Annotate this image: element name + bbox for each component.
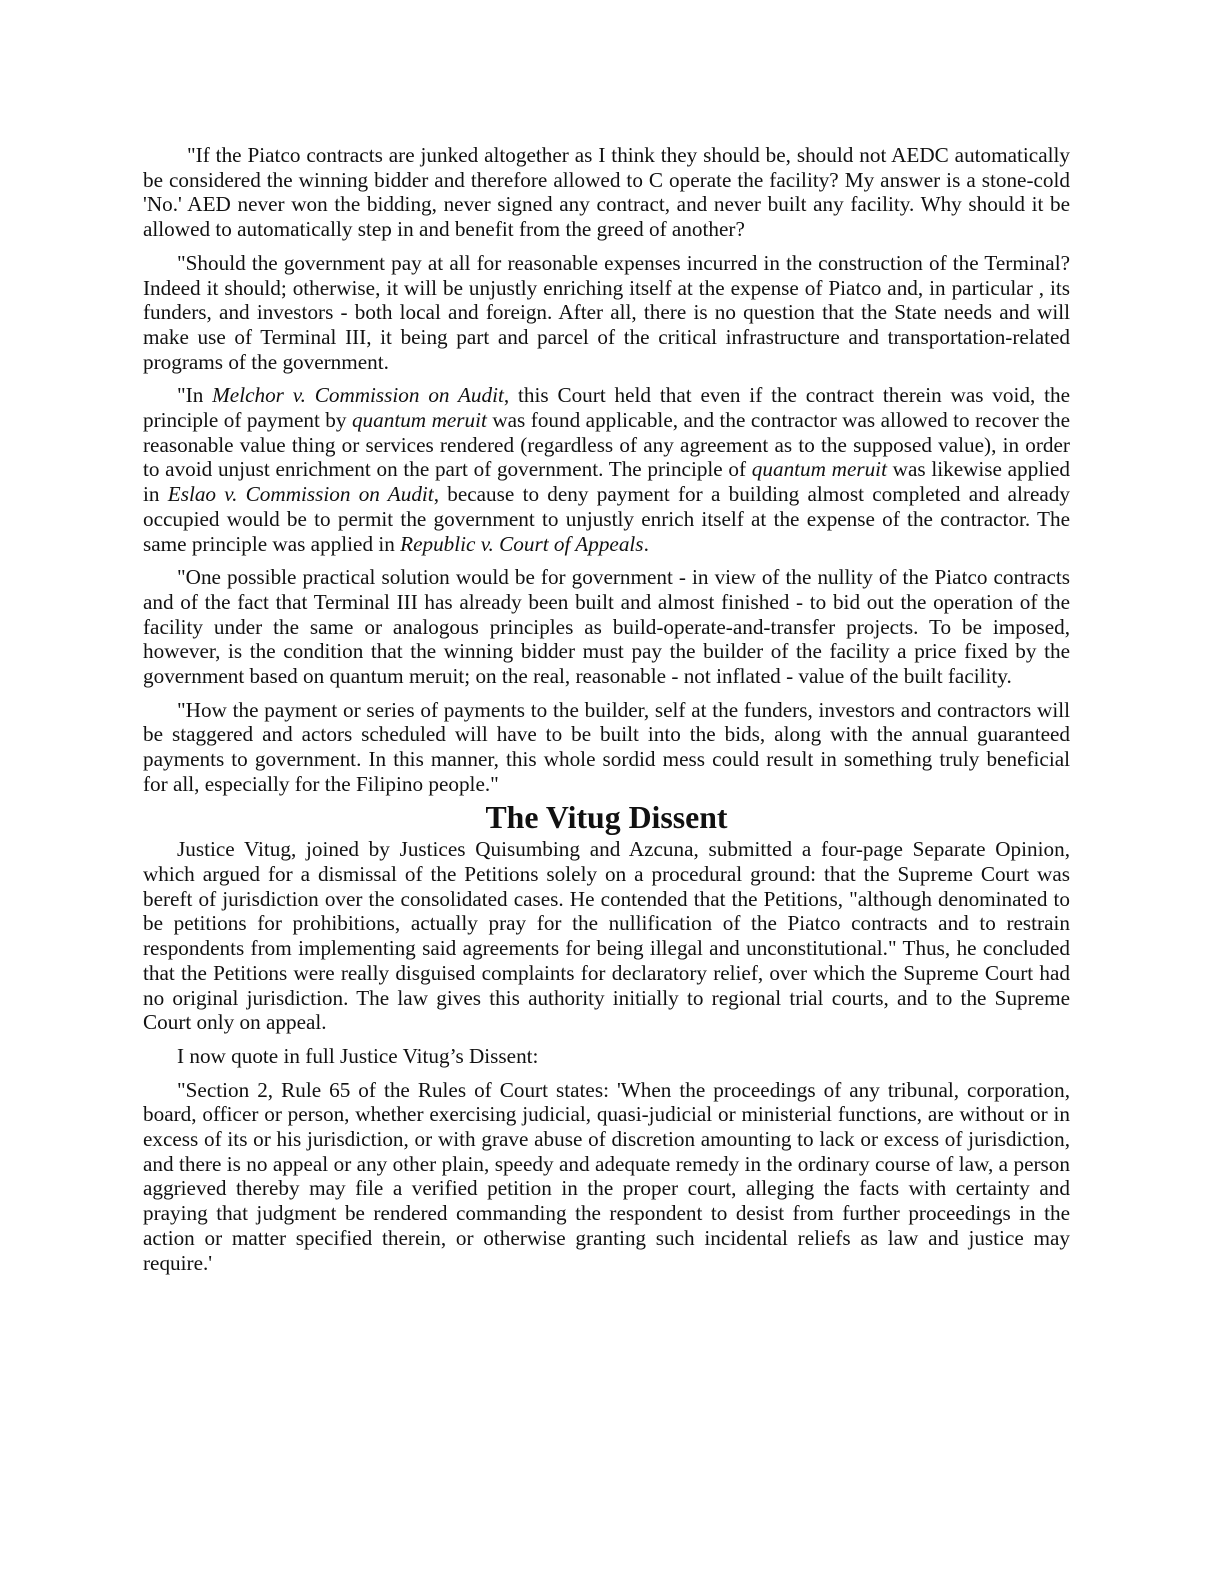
section-heading: The Vitug Dissent — [485, 799, 728, 835]
text-run: , this Court held that even if the contract therein was void, the principle of payment by — [143, 383, 1070, 433]
text-run: Justice Vitug, joined by Justices Quisumbing and Azcuna, submitted a four-page Separate Opinion, which argued for a dismissal of the Petitions solely on a procedural ground: that the Supreme Court was bereft of jurisdiction over the consolidated cases. He contended that the Petitions, "although denominated to be petitions for prohibitions, actually pray for the nullification of the Piatco contracts and to restrain respondents from implementing said agreements for being illegal and unconstitutional." Thus, he concluded that the Petitions were really disguised complaints for declaratory relief, over which the Supreme Court had no original jurisdiction. The law gives this authority initially to regional trial courts, and to the Supreme Court only on appeal. — [143, 837, 1070, 1035]
text-run: "In — [177, 383, 213, 408]
text-run: I now quote in full Justice Vitug’s Dissent: — [177, 1043, 539, 1068]
paragraph-practical-solution — [143, 565, 1070, 689]
italic-text-run: Eslao v. Commission on Audit — [167, 482, 434, 507]
text-run: "Should the government pay at all for reasonable expenses incurred in the construction of the Terminal? Indeed it should; otherwise, it will be unjustly enriching itself at the expense of Piatco and, in particular , its funders, and investors - both local and foreign. After all, there is no question that the State needs and will make use of Terminal III, it being part and parcel of the critical infrastructure and transportation-related programs of the government. — [143, 250, 1070, 374]
document-page — [143, 143, 1070, 1284]
italic-text-run: Republic v. Court of Appeals — [400, 531, 644, 556]
paragraph-rule-65-quote — [143, 1078, 1070, 1276]
text-run: "Section 2, Rule 65 of the Rules of Court states: 'When the proceedings of any tribunal, corporation, board, officer or person, whether exercising judicial, quasi-judicial or ministerial functions, are without or in excess of its or his jurisdiction, or with grave abuse of discretion amounting to lack or excess of jurisdiction, and there is no appeal or any other plain, speedy and adequate remedy in the ordinary course of law, a person aggrieved thereby may file a verified petition in the proper court, alleging the facts with certainty and praying that judgment be rendered commanding the respondent to desist from further proceedings in the action or matter specified therein, or otherwise granting such incidental reliefs as law and justice may require.' — [143, 1077, 1070, 1275]
italic-text-run: quantum meruit — [351, 408, 487, 433]
text-run: "How the payment or series of payments to the builder, self at the funders, investors and contractors will be staggered and actors scheduled will have to be built into the bids, along with the annual guaranteed payments to government. In this manner, this whole sordid mess could result in something truly beneficial for all, especially for the Filipino people." — [143, 697, 1070, 796]
text-run: , because to deny payment for a building almost completed and already occupied would be to permit the government to unjustly enrich itself at the expense of the contractor. The same principle was applied in — [143, 482, 1070, 556]
text-run: was found applicable, and the contractor was allowed to recover the reasonable value thing or services rendered (regardless of any agreement as to the supposed value), in order to avoid unjust enrichment on the part of government. The principle of — [143, 408, 1070, 482]
paragraph-vitug-opinion — [143, 837, 1070, 1035]
text-run: . — [643, 531, 649, 556]
paragraph-payment-schedule — [143, 698, 1070, 797]
text-run: "One possible practical solution would be for government - in view of the nullity of the Piatco contracts and of the fact that Terminal III has already been built and almost finished - to bid out the operation of the facility under the same or analogous principles as build-operate-and-transfer projects. To be imposed, however, is the condition that the winning bidder must pay the builder of the facility a price fixed by the government based on quantum meruit; on the real, reasonable - not inflated - value of the built facility. — [143, 565, 1070, 689]
paragraph-quote-intro — [143, 1044, 1070, 1069]
paragraph-reasonable-expenses — [143, 251, 1070, 375]
text-run: "If the Piatco contracts are junked altogether as I think they should be, should not AEDC automatically be considered the winning bidder and therefore allowed to C operate the facility? My answer is a stone-cold 'No.' AED never won the bidding, never signed any contract, and never built any facility. Why should it be allowed to automatically step in and benefit from the greed of another? — [143, 143, 1070, 242]
text-run: was likewise applied in — [143, 457, 1071, 507]
paragraph-quantum-meruit — [143, 383, 1070, 556]
paragraph-aedc-bidder — [143, 143, 1070, 242]
italic-text-run: Melchor v. Commission on Audit — [212, 383, 504, 408]
italic-text-run: quantum meruit — [751, 457, 887, 482]
